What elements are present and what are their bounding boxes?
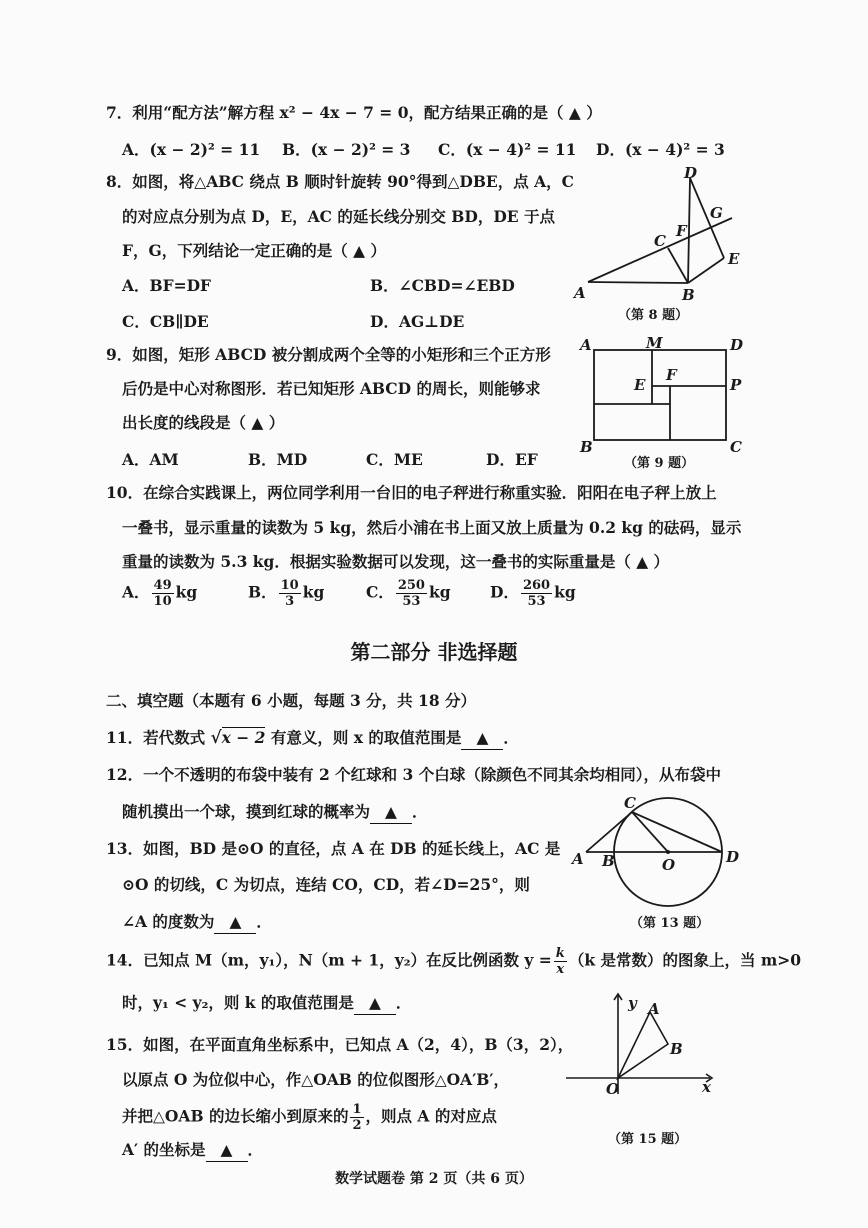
q9-option-a: A．AM [122,450,179,469]
q8-label-g: G [710,204,723,222]
q13-line-3: ∠A 的度数为 ▲ ． [122,911,272,934]
q15-label-x: x [702,1078,711,1096]
q8-line-3: F，G，下列结论一定正确的是（ ▲ ） [122,241,386,260]
q8-line-1: 8．如图，将△ABC 绕点 B 顺时针旋转 90°得到△DBE，点 A，C [106,172,574,191]
q15-triangle-oab [618,1012,668,1078]
q13-label-d: D [726,848,740,866]
q7-stem: 7．利用“配方法”解方程 x² − 4x − 7 = 0，配方结果正确的是（ ▲ ） [106,103,602,122]
q9-line-2: 后仍是中心对称图形．若已知矩形 ABCD 的周长，则能够求 [122,379,541,398]
q9-option-b: B．MD [248,450,308,469]
q8-option-d: D．AG⊥DE [370,312,465,331]
q8-segment-eb [688,258,724,283]
q13-label-b: B [602,852,615,870]
q9-line-1: 9．如图，矩形 ABCD 被分割成两个全等的小矩形和三个正方形 [106,345,551,364]
q10-option-a: A． $\frac{49}{10}$ kg [122,578,198,609]
q10-option-b: B． $\frac{10}{3}$ kg [248,578,325,609]
q15-caption: （第 15 题） [608,1132,688,1147]
q10-line-1: 10．在综合实践课上，两位同学利用一台旧的电子秤进行称重实验．阳阳在电子秤上放上 [106,483,717,502]
q8-segment-cb [668,248,688,283]
q13-segment-cd [632,812,722,852]
q15-line-2: 以原点 O 为位似中心，作△OAB 的位似图形△OA′B′， [122,1070,509,1089]
q15-label-y: y [628,994,637,1012]
q7-option-c: C．(x − 4)² = 11 [438,140,577,159]
q9-label-a: A [580,336,592,354]
section-title: 第二部分 非选择题 [350,640,518,664]
q8-label-f: F [676,222,687,240]
q9-line-3: 出长度的线段是（ ▲ ） [122,413,285,432]
q12-line-2: 随机摸出一个球，摸到红球的概率为 ▲ ． [122,801,428,824]
q10-line-3: 重量的读数为 5.3 kg．根据实验数据可以发现，这一叠书的实际重量是（ ▲ ） [122,552,670,571]
q13-tangent-ac [586,812,632,852]
q15-line-4: A′ 的坐标是 ▲ ． [122,1139,263,1162]
q8-figure [570,160,750,308]
q8-segment-db [688,178,690,283]
q9-caption: （第 9 题） [624,456,695,471]
q9-figure [576,332,752,458]
q15-label-o: O [606,1080,620,1098]
page-footer: 数学试题卷 第 2 页（共 6 页） [335,1171,533,1187]
q7-option-a: A．(x − 2)² = 11 [122,140,261,159]
q14-line-1: 14．已知点 M（m，y₁），N（m + 1，y₂）在反比例函数 y = $\frac{k}{x}$ （k 是常数）的图象上，当 m>0 [106,946,802,977]
q8-label-e: E [728,250,740,268]
q8-caption: （第 8 题） [618,308,689,323]
q9-option-c: C．ME [366,450,423,469]
q15-answer-blank: ▲ [206,1139,248,1162]
q13-segment-co [632,812,668,852]
part2-header: 二、填空题（本题有 6 小题，每题 3 分，共 18 分） [106,691,477,710]
q15-label-b: B [670,1040,683,1058]
q15-line-1: 15．如图，在平面直角坐标系中，已知点 A（2，4），B（3，2）， [106,1035,574,1054]
q13-figure [566,792,750,910]
q9-label-c: C [730,438,742,456]
q12-line-1: 12．一个不透明的布袋中装有 2 个红球和 3 个白球（除颜色不同其余均相同），从布袋中 [106,765,721,784]
q9-label-e: E [634,376,646,394]
q8-option-c: C．CB∥DE [122,312,209,331]
q7-option-b: B．(x − 2)² = 3 [282,140,411,159]
q9-label-b: B [580,438,593,456]
q11: 11．若代数式 √x − 2 有意义，则 x 的取值范围是 ▲ ． [106,728,519,748]
q14-answer-blank: ▲ [354,992,396,1015]
q14-line-2: 时，y₁ < y₂，则 k 的取值范围是 ▲ ． [122,992,411,1015]
q13-label-o: O [662,856,676,874]
q13-caption: （第 13 题） [630,916,710,931]
q8-label-a: A [574,284,586,302]
q13-label-a: A [572,850,584,868]
q9-rect-abcd [594,350,726,440]
q15-figure [562,986,732,1098]
q7-option-d: D．(x − 4)² = 3 [596,140,725,159]
q9-label-m: M [646,334,663,352]
q9-label-f: F [666,366,677,384]
q13-label-c: C [624,794,636,812]
q8-segment-ab [588,282,688,283]
q13-line-2: ⊙O 的切线，C 为切点，连结 CO，CD，若∠D=25°，则 [122,875,530,894]
q9-label-p: P [730,376,742,394]
q8-option-b: B．∠CBD=∠EBD [370,276,515,295]
q10-line-2: 一叠书，显示重量的读数为 5 kg，然后小浦在书上面又放上质量为 0.2 kg 的砝码，显示 [122,518,742,537]
q12-answer-blank: ▲ [370,801,412,824]
q9-option-d: D．EF [486,450,538,469]
q13-answer-blank: ▲ [214,911,256,934]
q8-label-d: D [684,164,698,182]
q8-line-2: 的对应点分别为点 D，E，AC 的延长线分别交 BD，DE 于点 [122,207,556,226]
q10-option-c: C． $\frac{250}{53}$ kg [366,578,451,609]
q15-label-a: A [648,1000,660,1018]
q15-line-3: 并把△OAB 的边长缩小到原来的 $\frac{1}{2}$ ，则点 A 的对应点 [122,1102,497,1133]
q8-option-a: A．BF=DF [122,276,212,295]
q8-label-b: B [682,286,695,304]
q13-line-1: 13．如图，BD 是⊙O 的直径，点 A 在 DB 的延长线上，AC 是 [106,839,561,858]
q8-label-c: C [654,232,666,250]
q10-option-d: D． $\frac{260}{53}$ kg [490,578,576,609]
q11-answer-blank: ▲ [461,727,503,750]
q9-label-d: D [730,336,744,354]
